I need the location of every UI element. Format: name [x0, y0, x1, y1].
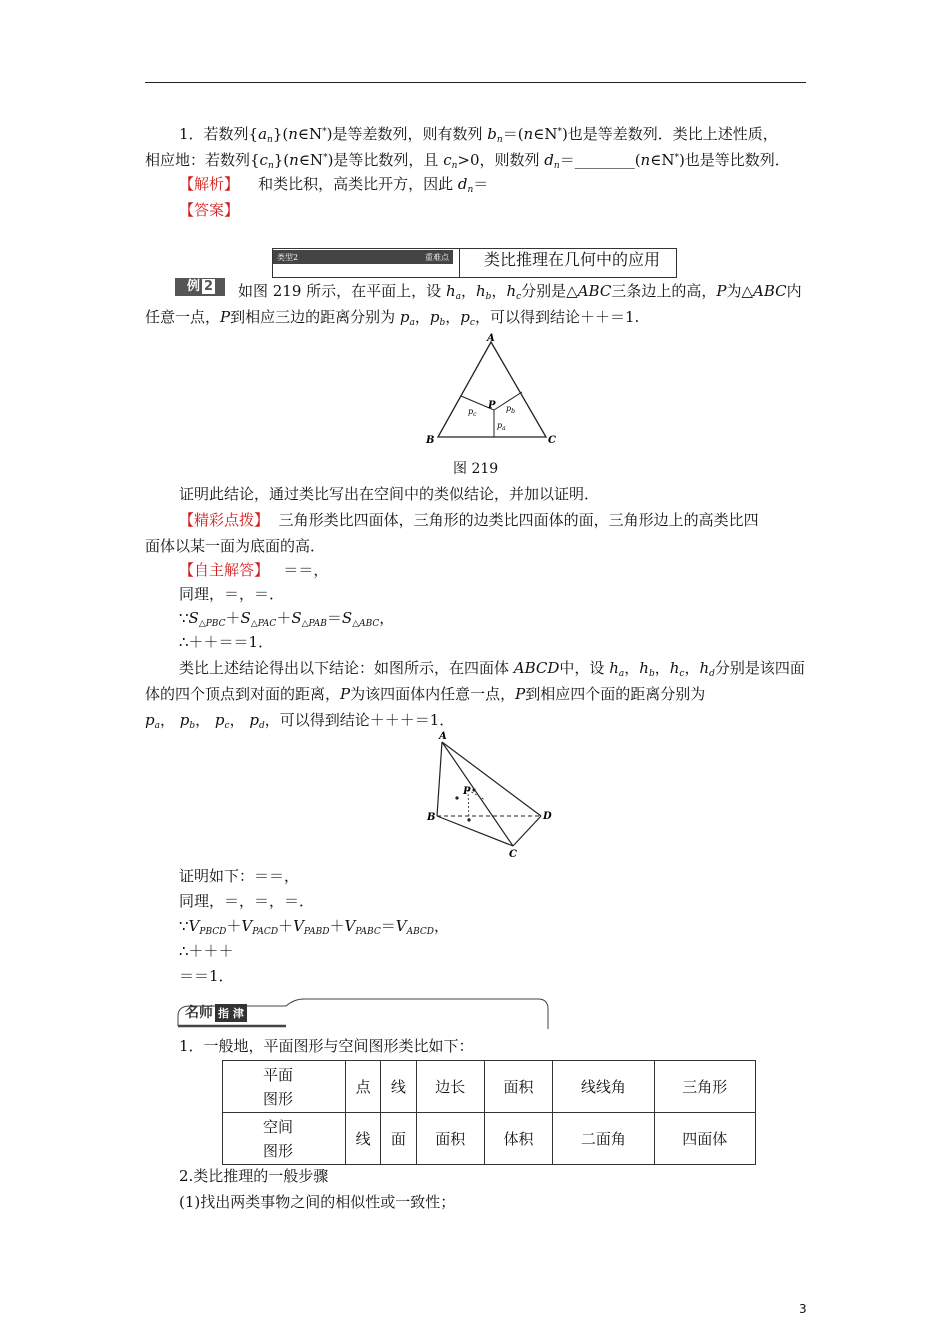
tetra-vertex-b: B [427, 812, 436, 823]
analysis-label: 【解析】 [179, 175, 240, 193]
tetra-vertex-a: A [439, 731, 447, 742]
example-line1-full: 如图 219 所示，在平面上，设 $h_a$，$h_b$，$h_c$分别是△ABC三条边上的高，P为△ABC内 [238, 282, 802, 302]
table-row [223, 1061, 756, 1113]
table-cell: 平面 图形 [223, 1061, 346, 1113]
same-line1: 同理，＝，＝． [179, 585, 285, 603]
table-cell: 面积 [484, 1061, 552, 1113]
label-pc: $p_c$ [468, 407, 477, 418]
section-title: 类比推理在几何中的应用 [459, 249, 676, 277]
table-cell: 面 [381, 1113, 416, 1165]
analog-line2: 体的四个顶点到对面的距离，P为该四面体内任意一点，P到相应四个面的距离分别为 [145, 685, 706, 703]
vertex-a: A [487, 333, 495, 344]
problem1-line2: 相应地：若数列$\{c_n\}(n\in N^*)$是等比数列，且 $c_n>0$，则数列 $d_n=\_\_\_\_\_\_\_\_(n\in N^*)$也是等比数列． [145, 151, 790, 171]
table-cell: 面积 [416, 1113, 484, 1165]
therefore-line2: ∴＋＋＋ [179, 942, 234, 960]
table-cell: 二面角 [553, 1113, 654, 1165]
figure-caption: 图 219 [453, 461, 499, 477]
vertex-c: C [548, 435, 556, 446]
table-cell: 线 [381, 1061, 416, 1113]
vertex-b: B [426, 435, 435, 446]
analogy-table [222, 1060, 756, 1165]
analog-line3: $p_a$， $p_b$， $p_c$， $p_d$，可以得到结论＋＋＋＝1． [145, 711, 455, 731]
triangle-figure [420, 330, 570, 450]
tetra-point-p: P [463, 786, 471, 797]
point-p: P [488, 400, 496, 411]
volume-sum: $\because V_{PBCD}+V_{PACD}+V_{PABD}+V_{PABC}=V_{ABCD}$， [179, 917, 449, 937]
problem1-line1: 1．若数列$\{a_n\}(n\in N^*)$是等差数列，则有数列 $b_n=(n\in N^*)$也是等差数列．类比上述性质， [179, 125, 778, 145]
area-sum: $\because S_{\triangle PBC}+S_{\triangle PAC}+S_{\triangle PAB}=S_{\triangle ABC}$， [179, 609, 395, 629]
therefore-line1: ∴＋＋＝＝1． [179, 633, 274, 651]
analog-line1: 类比上述结论得出以下结论：如图所示，在四面体 ABCD中，设 $h_a$，$h_b$，$h_c$，$h_d$分别是该四面 [179, 659, 805, 679]
steps-title: 2.类比推理的一般步骤 [179, 1167, 329, 1185]
tetra-vertex-c: C [509, 849, 517, 860]
teacher-intro: 1．一般地，平面图形与空间图形类比如下： [179, 1037, 474, 1055]
step-1: (1)找出两类事物之间的相似性或一致性； [179, 1193, 456, 1211]
hint-line2: 面体以某一面为底面的高． [145, 537, 326, 555]
table-cell: 边长 [416, 1061, 484, 1113]
table-cell: 体积 [484, 1113, 552, 1165]
prove-prompt: 证明此结论，通过类比写出在空间中的类似结论，并加以证明． [179, 485, 600, 503]
section-type-box [272, 248, 677, 278]
self-answer: 【自主解答】 ＝＝， [179, 561, 329, 579]
hint-line1: 【精彩点拨】 三角形类比四面体，三角形的边类比四面体的面，三角形边上的高类比四 [179, 511, 759, 529]
tetrahedron-figure [425, 730, 560, 860]
teacher-label: 名师 指 津 [185, 1002, 247, 1022]
problem1-analysis: 【解析】 和类比积，高类比开方，因此 $d_n=$ [179, 175, 489, 195]
table-row [223, 1113, 756, 1165]
header-rule [145, 82, 806, 83]
table-cell: 线 [346, 1113, 381, 1165]
table-cell: 线线角 [553, 1061, 654, 1113]
table-cell: 空间 图形 [223, 1113, 346, 1165]
tetra-vertex-d: D [543, 811, 552, 822]
label-pb: $p_b$ [506, 404, 515, 415]
example-line2: 任意一点，P到相应三边的距离分别为 $p_a$，$p_b$，$p_c$，可以得到结论＋＋＝1. [145, 308, 640, 328]
table-cell: 点 [346, 1061, 381, 1113]
page-number: 3 [799, 1302, 807, 1316]
table-cell: 四面体 [654, 1113, 755, 1165]
answer-label: 【答案】 [179, 201, 240, 219]
proof-start: 证明如下：＝＝， [179, 867, 300, 885]
final-line: ＝＝1． [179, 967, 234, 985]
table-cell: 三角形 [654, 1061, 755, 1113]
type-tag: 类型2 重难点 [273, 250, 453, 264]
label-pa: $p_a$ [497, 421, 506, 432]
example-badge: 例 2 [175, 278, 225, 296]
same-line2: 同理，＝，＝，＝． [179, 892, 315, 910]
